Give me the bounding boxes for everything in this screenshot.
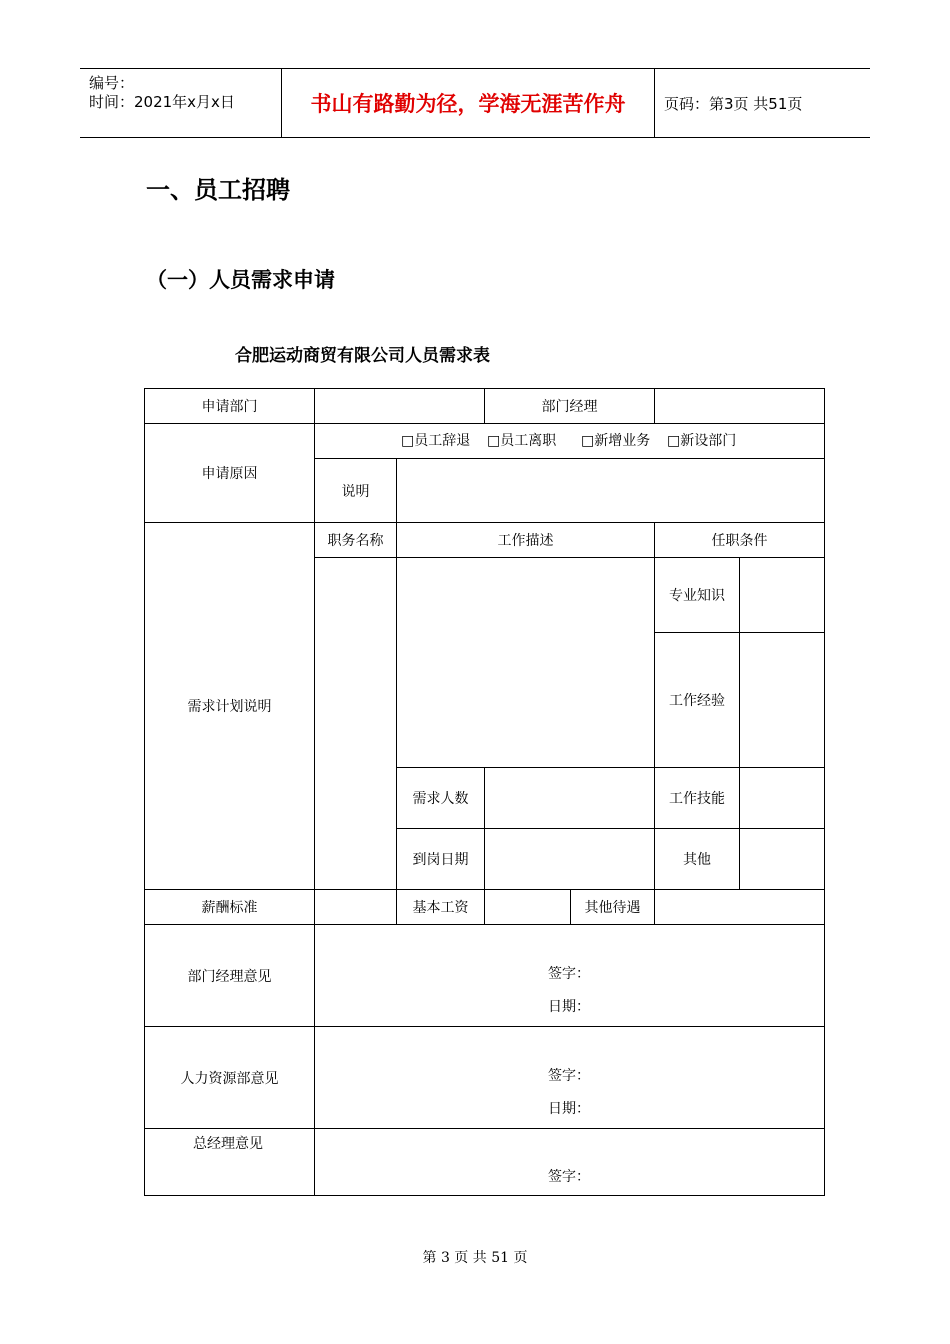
label-job-desc [396,522,655,558]
header-motto: 书山有路勤为径，学海无涯苦作舟 [282,69,655,137]
label-apply-dept-text: 申请部门 [201,399,258,415]
label-other-text: 其他 [683,852,711,868]
dept-sign-label: 签字： [548,966,590,982]
label-apply-reason-text: 申请原因 [201,466,258,482]
label-apply-dept [144,388,315,424]
label-experience [654,632,740,768]
field-gm-opinion[interactable] [314,1128,825,1196]
label-headcount-text: 需求人数 [412,791,469,807]
section-title: 一、员工招聘 [146,176,290,204]
reason-option-dismiss[interactable]: □员工辞退 [401,433,471,449]
reason-option-new-dept[interactable]: □新设部门 [667,433,737,449]
label-base-salary-text: 基本工资 [412,900,469,916]
field-dept-opinion[interactable] [314,924,825,1027]
header-page: 页码：第3页 共51页 [664,94,803,113]
field-experience[interactable] [739,632,825,768]
field-headcount[interactable] [484,767,655,829]
field-base-salary[interactable] [484,889,571,925]
label-gm-opinion-text: 总经理意见 [193,1136,263,1152]
label-apply-reason [144,423,315,523]
field-apply-dept[interactable] [314,388,485,424]
label-start-date-text: 到岗日期 [412,852,469,868]
field-job-title[interactable] [314,557,397,890]
field-salary[interactable] [314,889,397,925]
label-hr-opinion-text: 人力资源部意见 [180,1070,279,1087]
subsection-title: （一）人员需求申请 [146,268,335,292]
reason-option-new-business[interactable]: □新增业务 [581,433,651,449]
field-dept-manager[interactable] [654,388,825,424]
label-job-desc-text: 工作描述 [497,533,554,549]
label-salary-text: 薪酬标准 [201,900,258,916]
field-knowledge[interactable] [739,557,825,633]
field-explain[interactable] [396,458,825,523]
label-hr-opinion [144,1026,315,1129]
label-base-salary [396,889,485,925]
hr-date-label: 日期： [548,1101,590,1117]
label-gm-opinion [144,1128,315,1196]
label-other [654,828,740,890]
label-other-benefits [570,889,655,925]
label-dept-opinion [144,924,315,1027]
label-headcount [396,767,485,829]
dept-date-label: 日期： [548,999,590,1015]
form-title: 合肥运动商贸有限公司人员需求表 [235,346,490,366]
reason-options [314,423,825,459]
label-other-benefits-text: 其他待遇 [584,900,641,916]
reason-option-resign[interactable]: □员工离职 [487,433,557,449]
label-qualifications [654,522,825,558]
field-hr-opinion[interactable] [314,1026,825,1129]
label-start-date [396,828,485,890]
label-dept-opinion-text: 部门经理意见 [187,968,272,985]
label-salary [144,889,315,925]
label-knowledge-text: 专业知识 [669,588,725,604]
field-job-desc[interactable] [396,557,655,768]
hr-sign-label: 签字： [548,1068,590,1084]
header-number: 编号： [89,74,135,92]
label-plan-desc-text: 需求计划说明 [187,699,272,715]
label-job-title [314,522,397,558]
header-time: 时间：2021年x月x日 [89,93,235,111]
field-other[interactable] [739,828,825,890]
label-knowledge [654,557,740,633]
label-plan-desc [144,522,315,890]
label-job-title-text: 职务名称 [327,533,384,549]
label-dept-manager [484,388,655,424]
label-skills-text: 工作技能 [669,791,725,807]
label-explain [314,458,397,523]
label-dept-manager-text: 部门经理 [541,399,598,415]
page-footer: 第 3 页 共 51 页 [422,1250,528,1266]
label-explain-text: 说明 [341,483,370,500]
label-skills [654,767,740,829]
field-start-date[interactable] [484,828,655,890]
field-skills[interactable] [739,767,825,829]
field-other-benefits[interactable] [654,889,825,925]
label-experience-text: 工作经验 [669,693,725,709]
label-qualifications-text: 任职条件 [711,533,768,549]
gm-sign-label: 签字： [548,1169,590,1185]
